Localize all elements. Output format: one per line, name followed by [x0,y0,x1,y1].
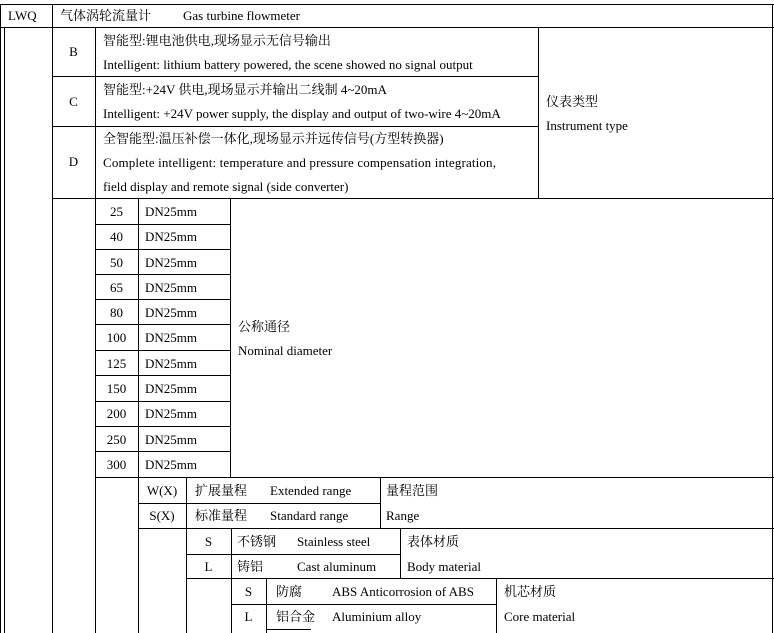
instrument-code-c: C [69,94,78,109]
table-line [138,477,139,633]
diameter-dn: DN25mm [145,381,197,396]
body-material-label-en: Body material [407,559,482,574]
nominal-diameter-label-en: Nominal diameter [238,343,333,358]
core-material-cn: 防腐 [276,584,303,599]
range-label-cn: 量程范围 [386,483,439,498]
range-label-en: Range [386,508,420,523]
instrument-desc-en: field display and remote signal (side converter) [103,179,349,194]
table-line [266,629,311,630]
table-line [138,503,380,504]
core-material-code: S [244,584,253,599]
diameter-dn: DN25mm [145,204,197,219]
table-line [0,4,774,5]
table-line [95,375,230,376]
table-line [186,554,400,555]
body-material-code: L [204,559,213,574]
body-material-cn: 不锈钢 [237,534,277,549]
table-line [95,426,230,427]
body-material-cn: 铸铝 [237,559,264,574]
table-line [0,4,1,633]
instrument-desc-cn: 全智能型:温压补偿一体化,现场显示并远传信号(方型转换器) [103,131,444,146]
diameter-dn: DN25mm [145,229,197,244]
core-material-en: Aluminium alloy [332,609,422,624]
core-material-cn: 铝合金 [276,609,316,624]
instrument-code-d: D [68,154,79,169]
core-material-en: ABS Anticorrosion of ABS [332,584,474,599]
diameter-dn: DN25mm [145,432,197,447]
instrument-code-b: B [69,44,78,59]
table-line [95,477,774,478]
range-cn: 标准量程 [195,508,248,523]
table-line [95,451,230,452]
table-line [95,401,230,402]
diameter-dn: DN25mm [145,305,197,320]
table-line [496,578,497,633]
body-material-en: Cast aluminum [297,559,377,574]
table-line [138,528,774,529]
diameter-code: 80 [110,305,123,320]
instrument-desc-en: Intelligent: lithium battery powered, the scene showed no signal output [103,57,473,72]
body-material-en: Stainless steel [297,534,371,549]
diameter-code: 40 [110,229,123,244]
diameter-code: 50 [110,255,123,270]
table-line [4,27,5,633]
table-line [95,224,230,225]
table-line [230,198,231,477]
instrument-desc-en: Intelligent: +24V power supply, the display and output of two-wire 4~20mA [103,106,501,121]
diameter-code: 100 [106,330,127,345]
table-line [95,249,230,250]
table-line [95,274,230,275]
body-material-code: S [204,534,213,549]
diameter-code: 200 [106,406,127,421]
instrument-type-label-en: Instrument type [546,118,628,133]
table-line [772,4,773,633]
table-line [231,604,496,605]
diameter-dn: DN25mm [145,406,197,421]
instrument-desc-cn: 智能型:锂电池供电,现场显示无信号输出 [103,33,331,48]
range-cn: 扩展量程 [195,483,248,498]
diameter-dn: DN25mm [145,255,197,270]
core-material-label-en: Core material [504,609,576,624]
diameter-code: 25 [110,204,123,219]
table-line [186,477,187,528]
diameter-code: 250 [106,432,127,447]
range-en: Extended range [270,483,352,498]
table-line [266,578,267,633]
range-code: W(X) [146,483,178,498]
table-line [95,350,230,351]
diameter-code: 300 [106,457,127,472]
instrument-desc-en: Complete intelligent: temperature and pressure compensation integration, [103,155,497,170]
table-line [400,528,401,578]
table-line [52,76,538,77]
table-line [95,299,230,300]
table-line [52,126,538,127]
table-line [186,578,774,579]
diameter-dn: DN25mm [145,356,197,371]
table-line [52,198,774,199]
diameter-dn: DN25mm [145,280,197,295]
core-material-code: L [244,609,253,624]
range-en: Standard range [270,508,349,523]
nominal-diameter-label-cn: 公称通径 [238,319,291,334]
diameter-dn: DN25mm [145,457,197,472]
header-title-en: Gas turbine flowmeter [183,8,300,23]
table-line [95,27,96,198]
table-line [380,477,381,528]
diameter-code: 65 [110,280,123,295]
diameter-code: 125 [106,356,127,371]
body-material-label-cn: 表体材质 [407,534,460,549]
table-line [0,27,774,28]
instrument-desc-cn: 智能型:+24V 供电,现场显示并输出二线制 4~20mA [103,82,387,97]
instrument-type-label-cn: 仪表类型 [546,94,599,109]
table-line [95,324,230,325]
range-code: S(X) [149,508,175,523]
header-code: LWQ [8,8,37,23]
table-line [138,198,139,477]
table-line [538,27,539,198]
diameter-dn: DN25mm [145,330,197,345]
core-material-label-cn: 机芯材质 [504,584,557,599]
header-title-cn: 气体涡轮流量计 [60,8,152,23]
diameter-code: 150 [106,381,127,396]
